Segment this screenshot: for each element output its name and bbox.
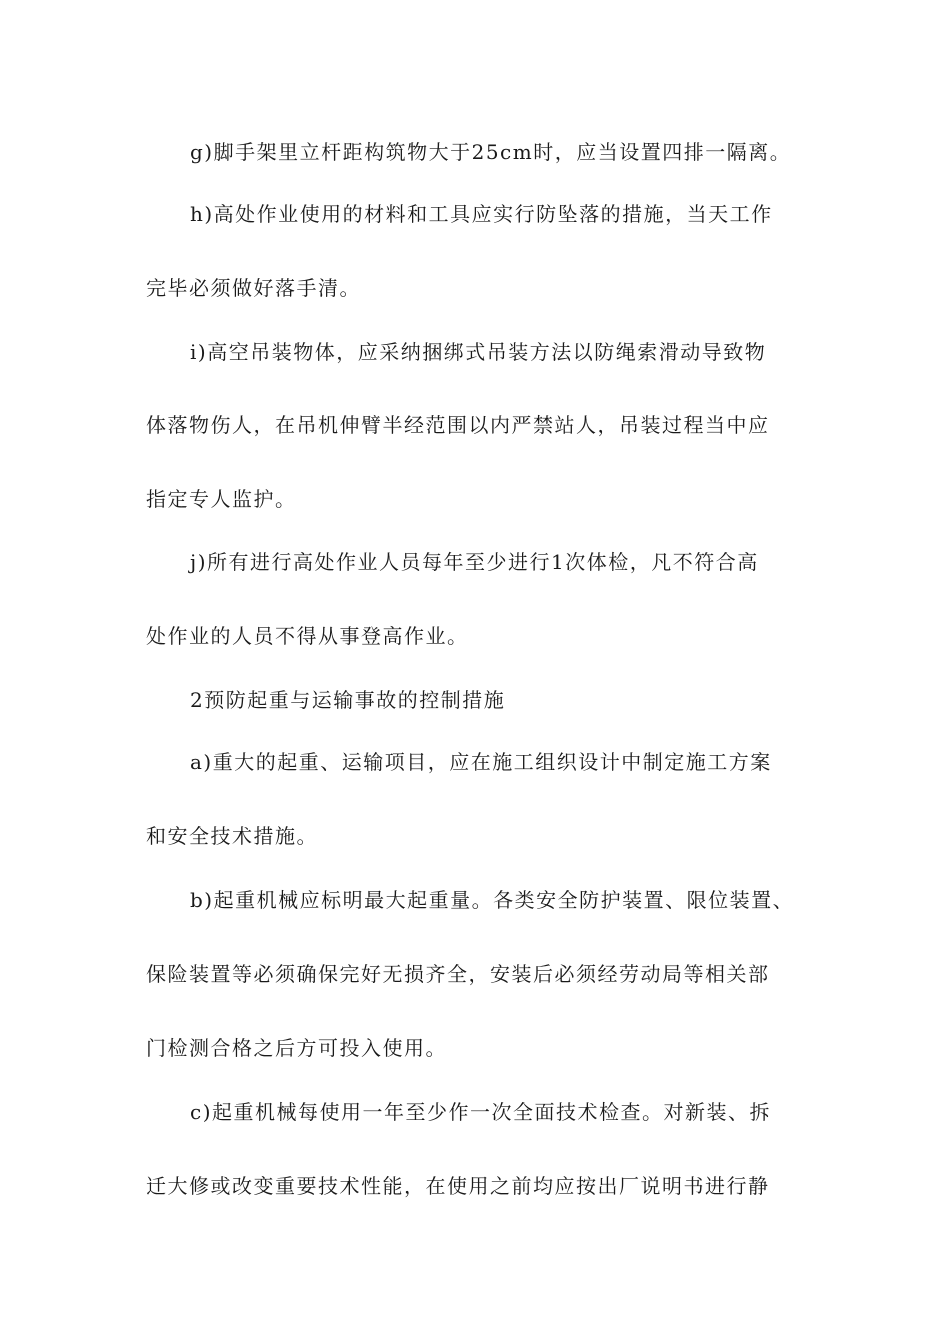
text-line-h-end: 完毕必须做好落手清。 bbox=[146, 276, 361, 300]
text-line-j-start: j)所有进行高处作业人员每年至少进行1次体检，凡不符合高 bbox=[190, 550, 759, 574]
section-heading: 2预防起重与运输事故的控制措施 bbox=[190, 688, 506, 712]
text-line-b-middle: 保险装置等必须确保完好无损齐全，安装后必须经劳动局等相关部 bbox=[146, 962, 770, 986]
text-line-i-end: 指定专人监护。 bbox=[146, 487, 297, 511]
text-line-a-start: a)重大的起重、运输项目，应在施工组织设计中制定施工方案 bbox=[190, 750, 772, 774]
text-line-j-end: 处作业的人员不得从事登高作业。 bbox=[146, 624, 469, 648]
text-line-c-middle: 迁大修或改变重要技术性能，在使用之前均应按出厂说明书进行静 bbox=[146, 1174, 770, 1198]
text-line-b-end: 门检测合格之后方可投入使用。 bbox=[146, 1036, 447, 1060]
text-line-c-start: c)起重机械每使用一年至少作一次全面技术检查。对新装、拆 bbox=[190, 1100, 772, 1124]
text-line-i-middle: 体落物伤人，在吊机伸臂半经范围以内严禁站人，吊装过程当中应 bbox=[146, 413, 770, 437]
text-line-g: g)脚手架里立杆距构筑物大于25cm时，应当设置四排一隔离。 bbox=[190, 140, 792, 164]
text-line-a-end: 和安全技术措施。 bbox=[146, 824, 318, 848]
text-line-b-start: b)起重机械应标明最大起重量。各类安全防护装置、限位装置、 bbox=[190, 888, 795, 912]
text-line-h-start: h)高处作业使用的材料和工具应实行防坠落的措施，当天工作 bbox=[190, 202, 773, 226]
text-line-i-start: i)高空吊装物体，应采纳捆绑式吊装方法以防绳索滑动导致物 bbox=[190, 340, 767, 364]
